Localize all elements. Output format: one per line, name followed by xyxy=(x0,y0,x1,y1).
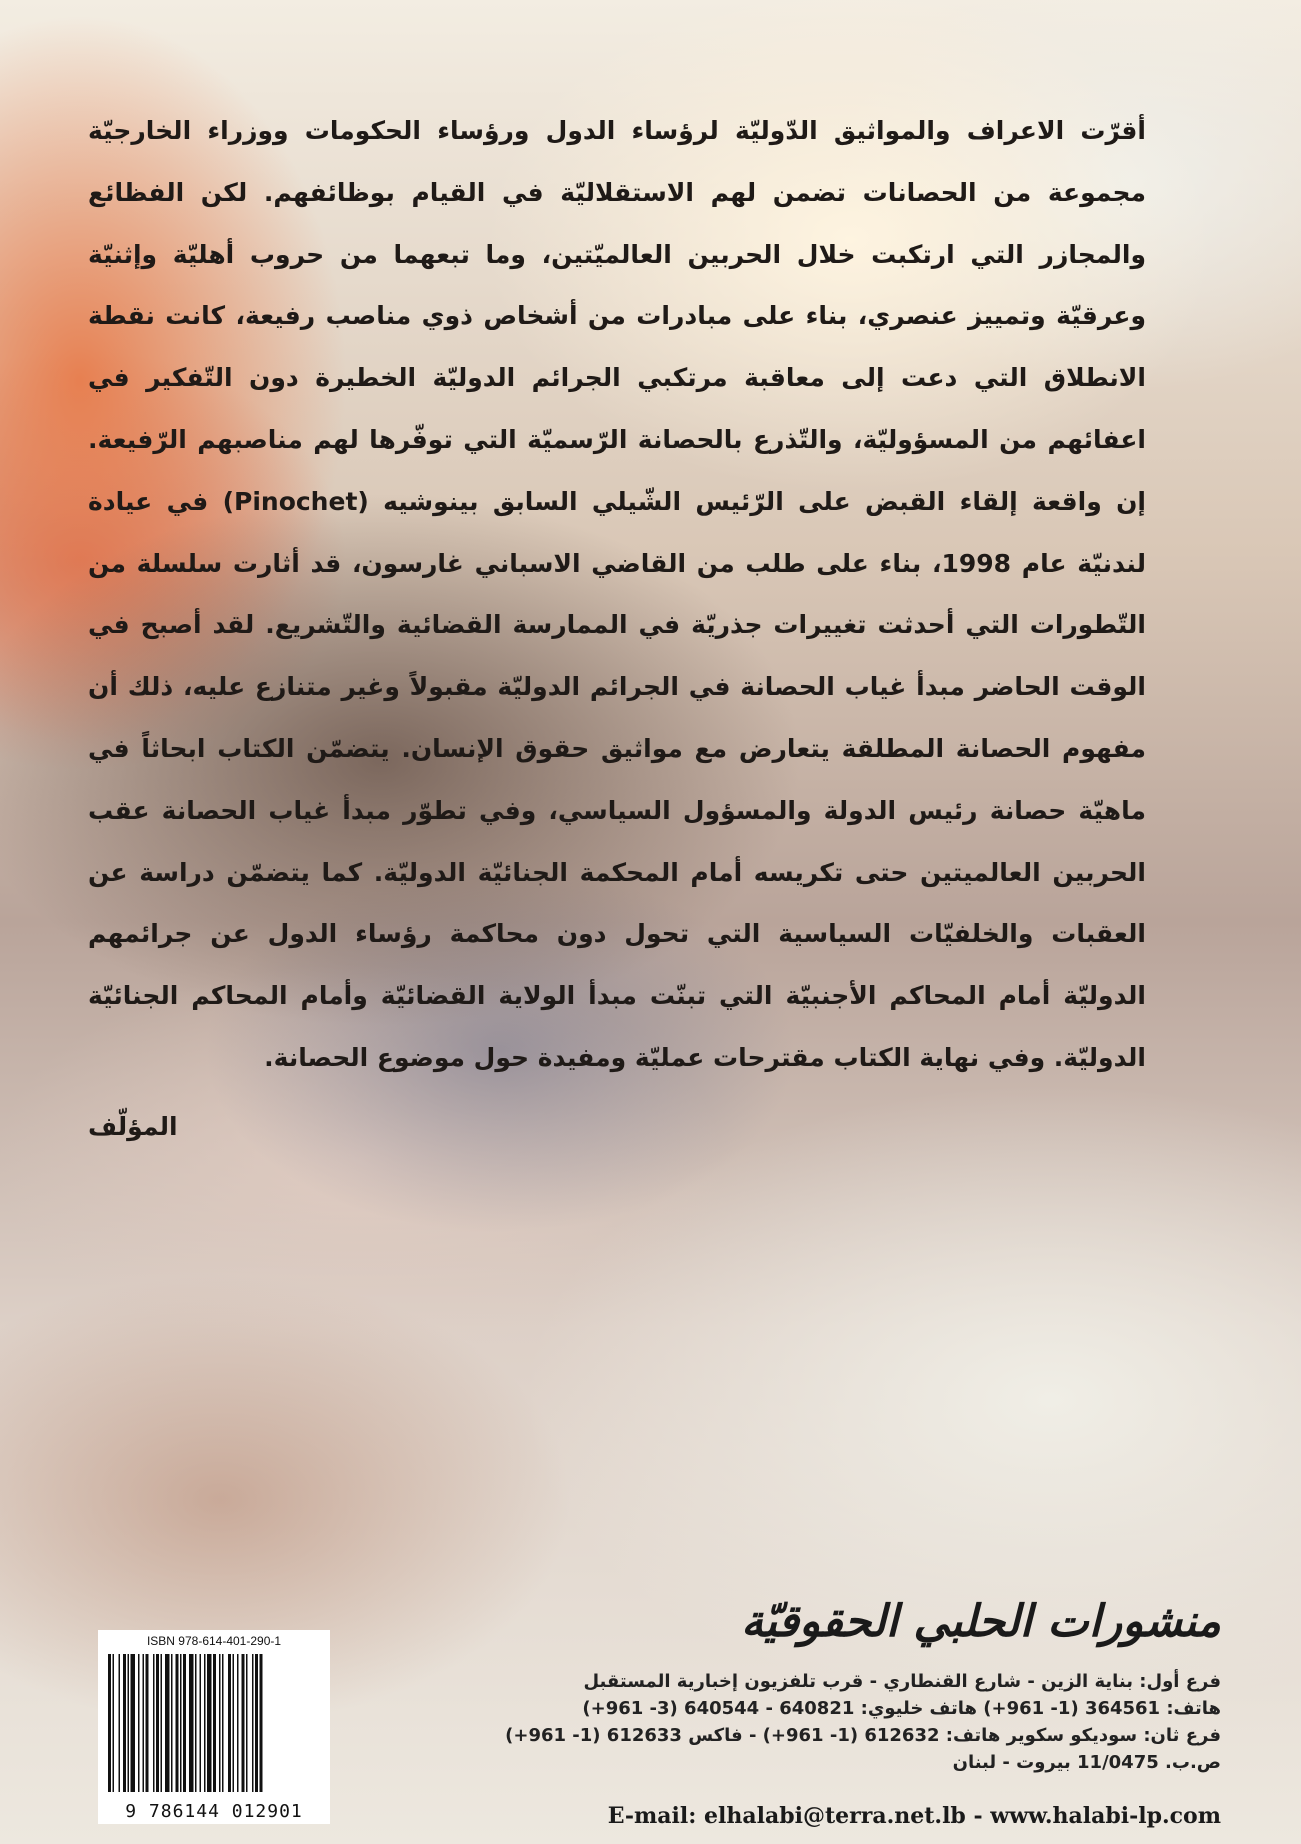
back-cover-blurb: أقرّت الاعراف والمواثيق الدّوليّة لرؤساء الدول ورؤساء الحكومات ووزراء الخارجيّة مجموعة من الحصانات تضمن لهم الاستقلاليّة في القيام بوظائفهم. لكن الفظائع والمجازر التي ارتكبت خلال الحربين العالميّتين، وما تبعهما من حروب أهليّة وإثنيّة وعرقيّة وتمييز عنصري، بناء على مبادرات من أشخاص ذوي مناصب رفيعة، كانت نقطة الانطلاق التي دعت إلى معاقبة مرتكبي الجرائم الدوليّة الخطيرة دون التّفكير في اعفائهم من المسؤوليّة، والتّذرع بالحصانة الرّسميّة التي توفّرها لهم مناصبهم الرّفيعة. إن واقعة إلقاء القبض على الرّئيس الشّيلي السابق بينوشيه (Pinochet) في عيادة لندنيّة عام 1998، بناء على طلب من القاضي الاسباني غارسون، قد أثارت سلسلة من التّطورات التي أحدثت تغييرات جذريّة في الممارسة القضائية والتّشريع. لقد أصبح في الوقت الحاضر مبدأ غياب الحصانة في الجرائم الدوليّة مقبولاً وغير متنازع عليه، ذلك أن مفهوم الحصانة المطلقة يتعارض مع مواثيق حقوق الإنسان. يتضمّن الكتاب ابحاثاً في ماهيّة حصانة رئيس الدولة والمسؤول السياسي، وفي تطوّر مبدأ غياب الحصانة عقب الحربين العالميتين حتى تكريسه أمام المحكمة الجنائيّة الدوليّة. كما يتضمّن دراسة عن العقبات والخلفيّات السياسية التي تحول دون محاكمة رؤساء الدول عن جرائمهم الدوليّة أمام المحاكم الأجنبيّة التي تبنّت مبدأ الولاية القضائيّة وأمام المحاكم الجنائيّة الدوليّة. وفي نهاية الكتاب مقترحات عمليّة ومفيدة حول موضوع الحصانة. xyxy=(88,116,1147,1072)
barcode-bars xyxy=(104,1654,324,1796)
publisher-contact xyxy=(481,1668,1221,1776)
branch1-phones: هاتف: 364561 (1- 961+) هاتف خليوي: 640821 - 640544 (3- 961+) xyxy=(582,1698,1221,1719)
email-website: E-mail: elhalabi@terra.net.lb - www.halabi-lp.com xyxy=(607,1803,1221,1829)
branch2-info: فرع ثان: سوديكو سكوير هاتف: 612632 (1- 961+) - فاكس 612633 (1- 961+) xyxy=(505,1725,1221,1746)
isbn-barcode xyxy=(98,1630,330,1824)
publisher-logo: منشورات الحلبي الحقوقيّة xyxy=(741,1596,1221,1647)
branch1-address: فرع أول: بناية الزين - شارع القنطاري - قرب تلفزيون إخبارية المستقبل xyxy=(583,1671,1221,1692)
isbn-digits: 9 786144 012901 xyxy=(125,1801,303,1822)
isbn-label: ISBN 978-614-401-290-1 xyxy=(146,1634,282,1648)
po-box: ص.ب. 11/0475 بيروت - لبنان xyxy=(952,1752,1221,1773)
author-signature: المؤلّف xyxy=(88,1112,178,1141)
